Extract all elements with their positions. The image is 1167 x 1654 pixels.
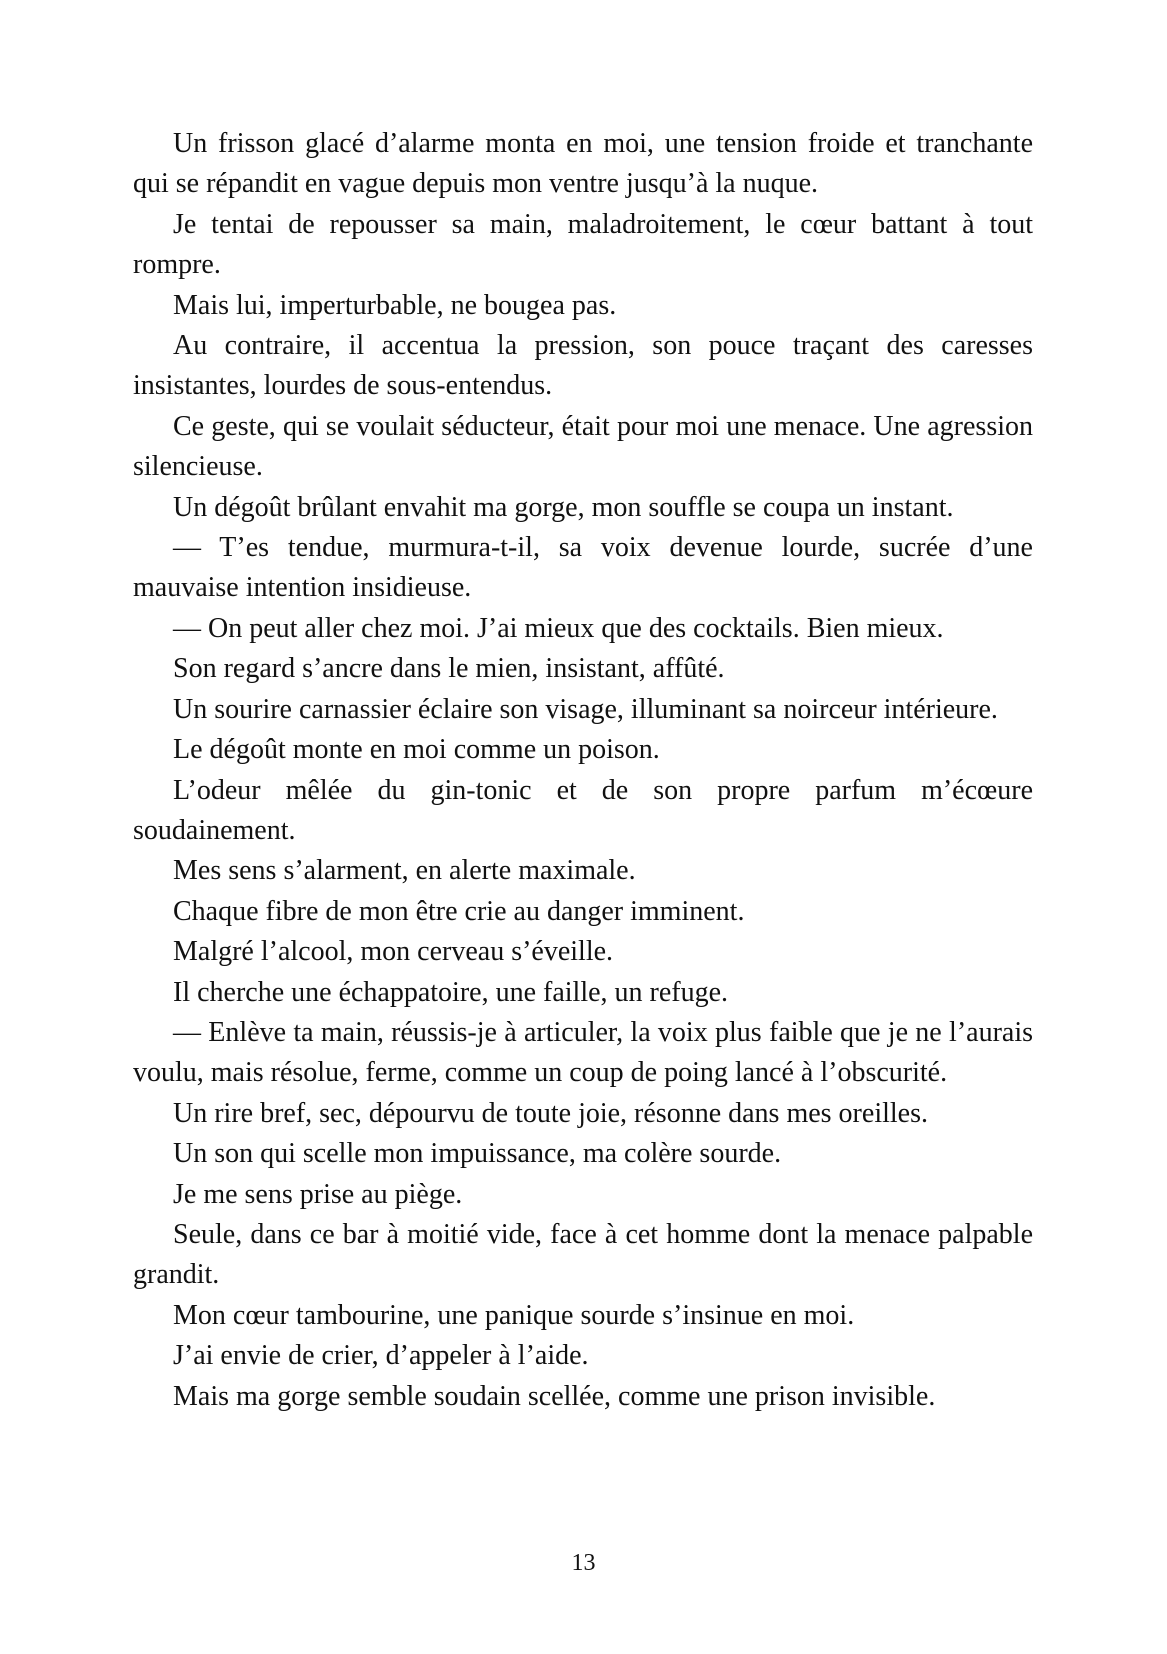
- paragraph: Seule, dans ce bar à moitié vide, face à cet homme dont la menace palpable grandit.: [133, 1218, 1033, 1291]
- paragraph: Il cherche une échappatoire, une faille, un refuge.: [173, 976, 729, 1008]
- paragraph: L’odeur mêlée du gin-tonic et de son propre parfum m’écœure soudainement.: [133, 774, 1033, 846]
- paragraph: Chaque fibre de mon être crie au danger imminent.: [173, 895, 745, 927]
- dialogue-paragraph: — Enlève ta main, réussis-je à articuler, la voix plus faible que je ne l’aurais voulu, mais résolue, ferme, comme un coup de poing lancé à l’obscurité.: [133, 1016, 1033, 1089]
- paragraph: Je me sens prise au piège.: [173, 1178, 463, 1210]
- paragraph: Un frisson glacé d’alarme monta en moi, une tension froide et tranchante qui se répandit en vague depuis mon ventre jusqu’à la nuque.: [133, 128, 1033, 200]
- paragraph: Mon cœur tambourine, une panique sourde s’insinue en moi.: [173, 1299, 855, 1331]
- paragraph: Mais ma gorge semble soudain scellée, comme une prison invisible.: [173, 1380, 936, 1412]
- paragraph: Un sourire carnassier éclaire son visage, illuminant sa noirceur intérieure.: [173, 693, 998, 725]
- page-body: [133, 124, 1033, 1417]
- page-number: 13: [571, 1550, 596, 1576]
- paragraph: Son regard s’ancre dans le mien, insistant, affûté.: [173, 653, 725, 685]
- paragraph: Je tentai de repousser sa main, maladroitement, le cœur battant à tout rompre.: [133, 208, 1033, 281]
- paragraph: Ce geste, qui se voulait séducteur, était pour moi une menace. Une agression silencieuse.: [133, 410, 1033, 483]
- paragraph: Le dégoût monte en moi comme un poison.: [173, 734, 660, 766]
- paragraph: Mes sens s’alarment, en alerte maximale.: [173, 855, 636, 887]
- paragraph: Un rire bref, sec, dépourvu de toute joie, résonne dans mes oreilles.: [173, 1097, 928, 1129]
- paragraph: Un son qui scelle mon impuissance, ma colère sourde.: [173, 1138, 782, 1170]
- paragraph: Malgré l’alcool, mon cerveau s’éveille.: [173, 936, 614, 968]
- dialogue-paragraph: — T’es tendue, murmura-t-il, sa voix devenue lourde, sucrée d’une mauvaise intention insidieuse.: [133, 532, 1033, 604]
- paragraph: Mais lui, imperturbable, ne bougea pas.: [173, 289, 617, 321]
- paragraph: Un dégoût brûlant envahit ma gorge, mon souffle se coupa un instant.: [173, 491, 954, 523]
- paragraph: Au contraire, il accentua la pression, son pouce traçant des caresses insistantes, lourdes de sous-entendus.: [133, 330, 1033, 402]
- paragraph: J’ai envie de crier, d’appeler à l’aide.: [173, 1340, 589, 1372]
- dialogue-paragraph: — On peut aller chez moi. J’ai mieux que des cocktails. Bien mieux.: [173, 612, 944, 644]
